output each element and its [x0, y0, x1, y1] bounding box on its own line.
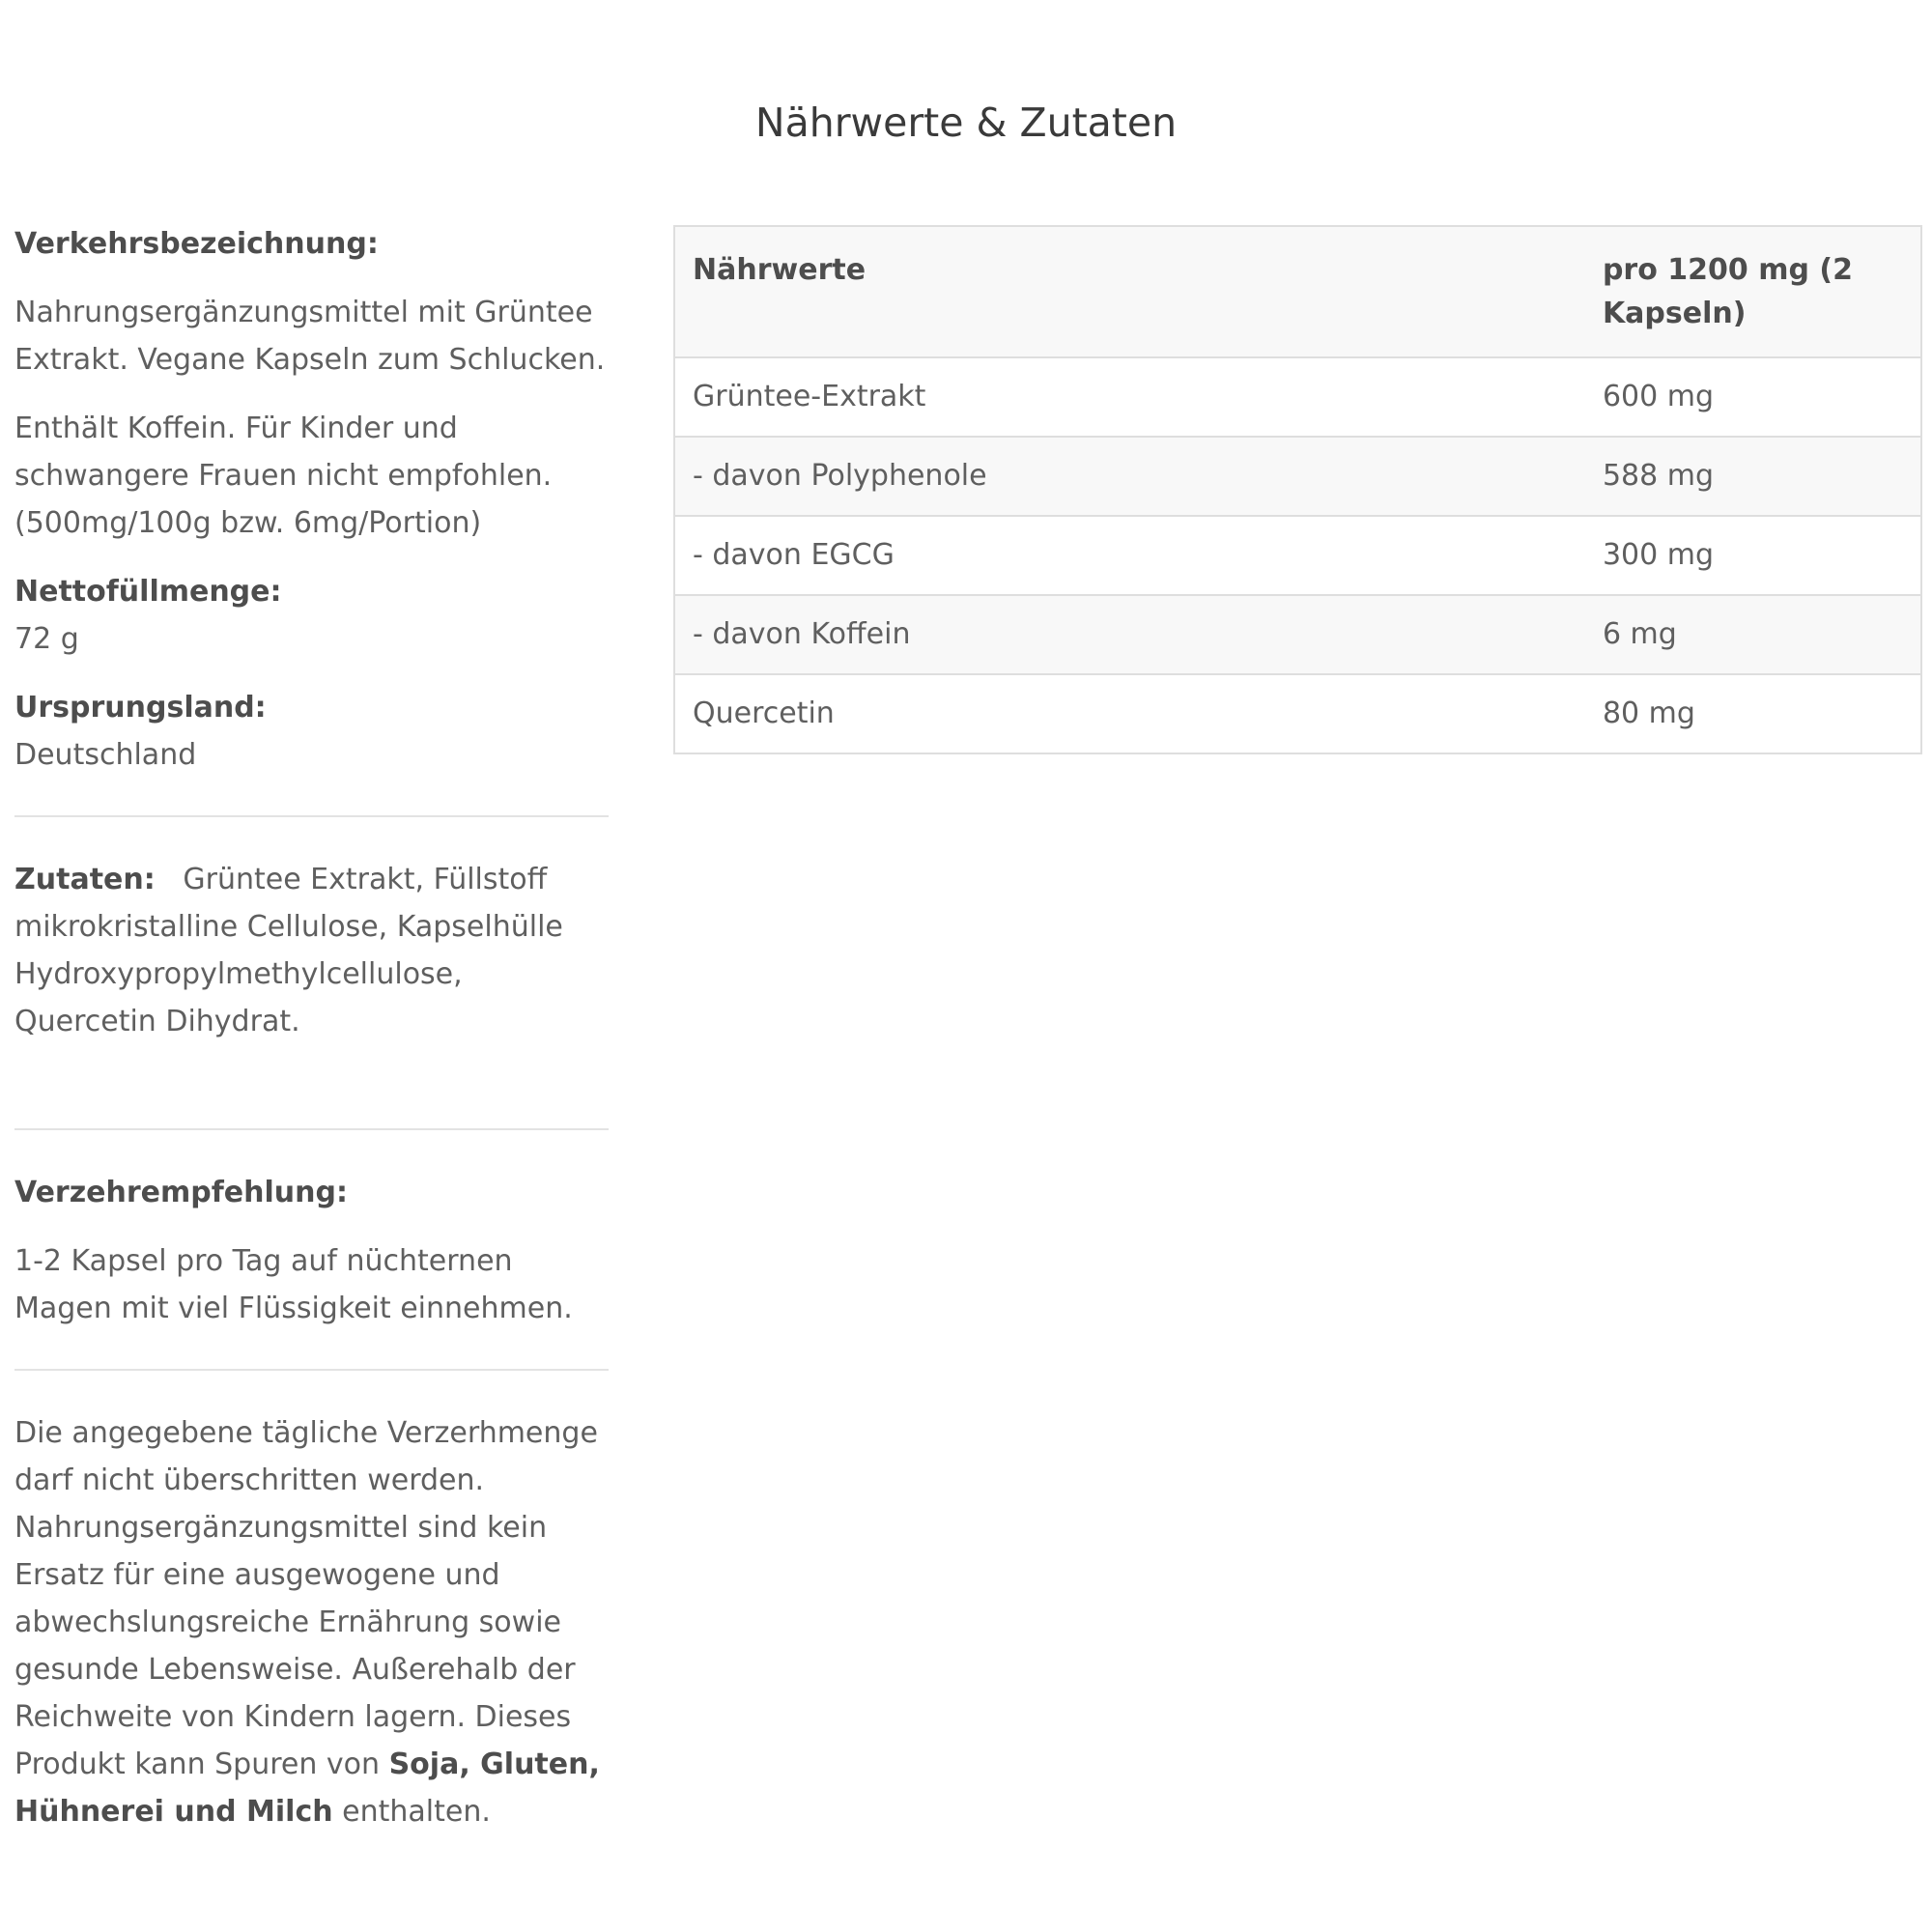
- table-row: [674, 357, 1921, 437]
- table-row: [674, 516, 1921, 595]
- zutaten-block: [14, 856, 609, 1045]
- table-row: [674, 595, 1921, 674]
- divider: [14, 815, 609, 817]
- divider: [14, 1128, 609, 1130]
- table-cell-amount: 300 mg: [1585, 516, 1921, 595]
- table-cell-amount: 600 mg: [1585, 357, 1921, 437]
- verzehr-text: 1-2 Kapsel pro Tag auf nüchternen Magen mit viel Flüssigkeit einnehmen.: [14, 1244, 573, 1325]
- allergene: Soja, Gluten, Hühnerei und Milch: [14, 1747, 600, 1829]
- table-cell-amount: 588 mg: [1585, 437, 1921, 516]
- divider: [14, 1369, 609, 1371]
- zutaten-label: Zutaten:: [14, 863, 156, 896]
- table-header-cell: Nährwerte: [674, 226, 1585, 357]
- table-cell-nutrient: Quercetin: [674, 674, 1585, 753]
- zutaten-text: Grüntee Extrakt, Füllstoff mikrokristalline Cellulose, Kapselhülle Hydroxypropylmethylcellulose, Quercetin Dihydrat.: [14, 863, 563, 1038]
- naehrwert-tabelle: [673, 225, 1922, 754]
- page-title: Nährwerte & Zutaten: [754, 99, 1178, 146]
- table-header-row: [674, 226, 1921, 357]
- nettofuellmenge-label: Nettofüllmenge:: [14, 575, 282, 609]
- verkehrsbezeichnung-text: Nahrungsergänzungsmittel mit Grüntee Extrakt. Vegane Kapseln zum Schlucken.: [14, 296, 606, 377]
- verzehr-label: Verzehrempfehlung:: [14, 1176, 348, 1209]
- table-cell-nutrient: - davon EGCG: [674, 516, 1585, 595]
- warnhinweis-text: Die angegebene tägliche Verzerhmenge darf nicht überschritten werden. Nahrungsergänzungsmittel sind kein Ersatz für eine ausgewogene und abwechslungsreiche Ernährung sowie gesunde Lebensweise. Außerehalb der Reichweite von Kindern lagern. Dieses Produkt kann Spuren von: [14, 1416, 598, 1781]
- warnhinweis-ende: enthalten.: [342, 1795, 491, 1829]
- table-cell-nutrient: - davon Koffein: [674, 595, 1585, 674]
- table-cell-amount: 6 mg: [1585, 595, 1921, 674]
- table-cell-nutrient: - davon Polyphenole: [674, 437, 1585, 516]
- verkehrsbezeichnung-label: Verkehrsbezeichnung:: [14, 227, 379, 261]
- warnhinweis: [14, 1409, 609, 1835]
- product-info-column: [14, 220, 609, 1857]
- table-header-cell: pro 1200 mg (2 Kapseln): [1585, 226, 1921, 357]
- table-row: [674, 437, 1921, 516]
- ursprungsland-label: Ursprungsland:: [14, 691, 267, 724]
- nettofuellmenge-value: 72 g: [14, 622, 79, 656]
- ursprungsland-value: Deutschland: [14, 738, 197, 772]
- table-row: [674, 674, 1921, 753]
- table-cell-amount: 80 mg: [1585, 674, 1921, 753]
- koffein-hinweis: Enthält Koffein. Für Kinder und schwangere Frauen nicht empfohlen. (500mg/100g bzw. 6mg/Portion): [14, 412, 553, 540]
- table-cell-nutrient: Grüntee-Extrakt: [674, 357, 1585, 437]
